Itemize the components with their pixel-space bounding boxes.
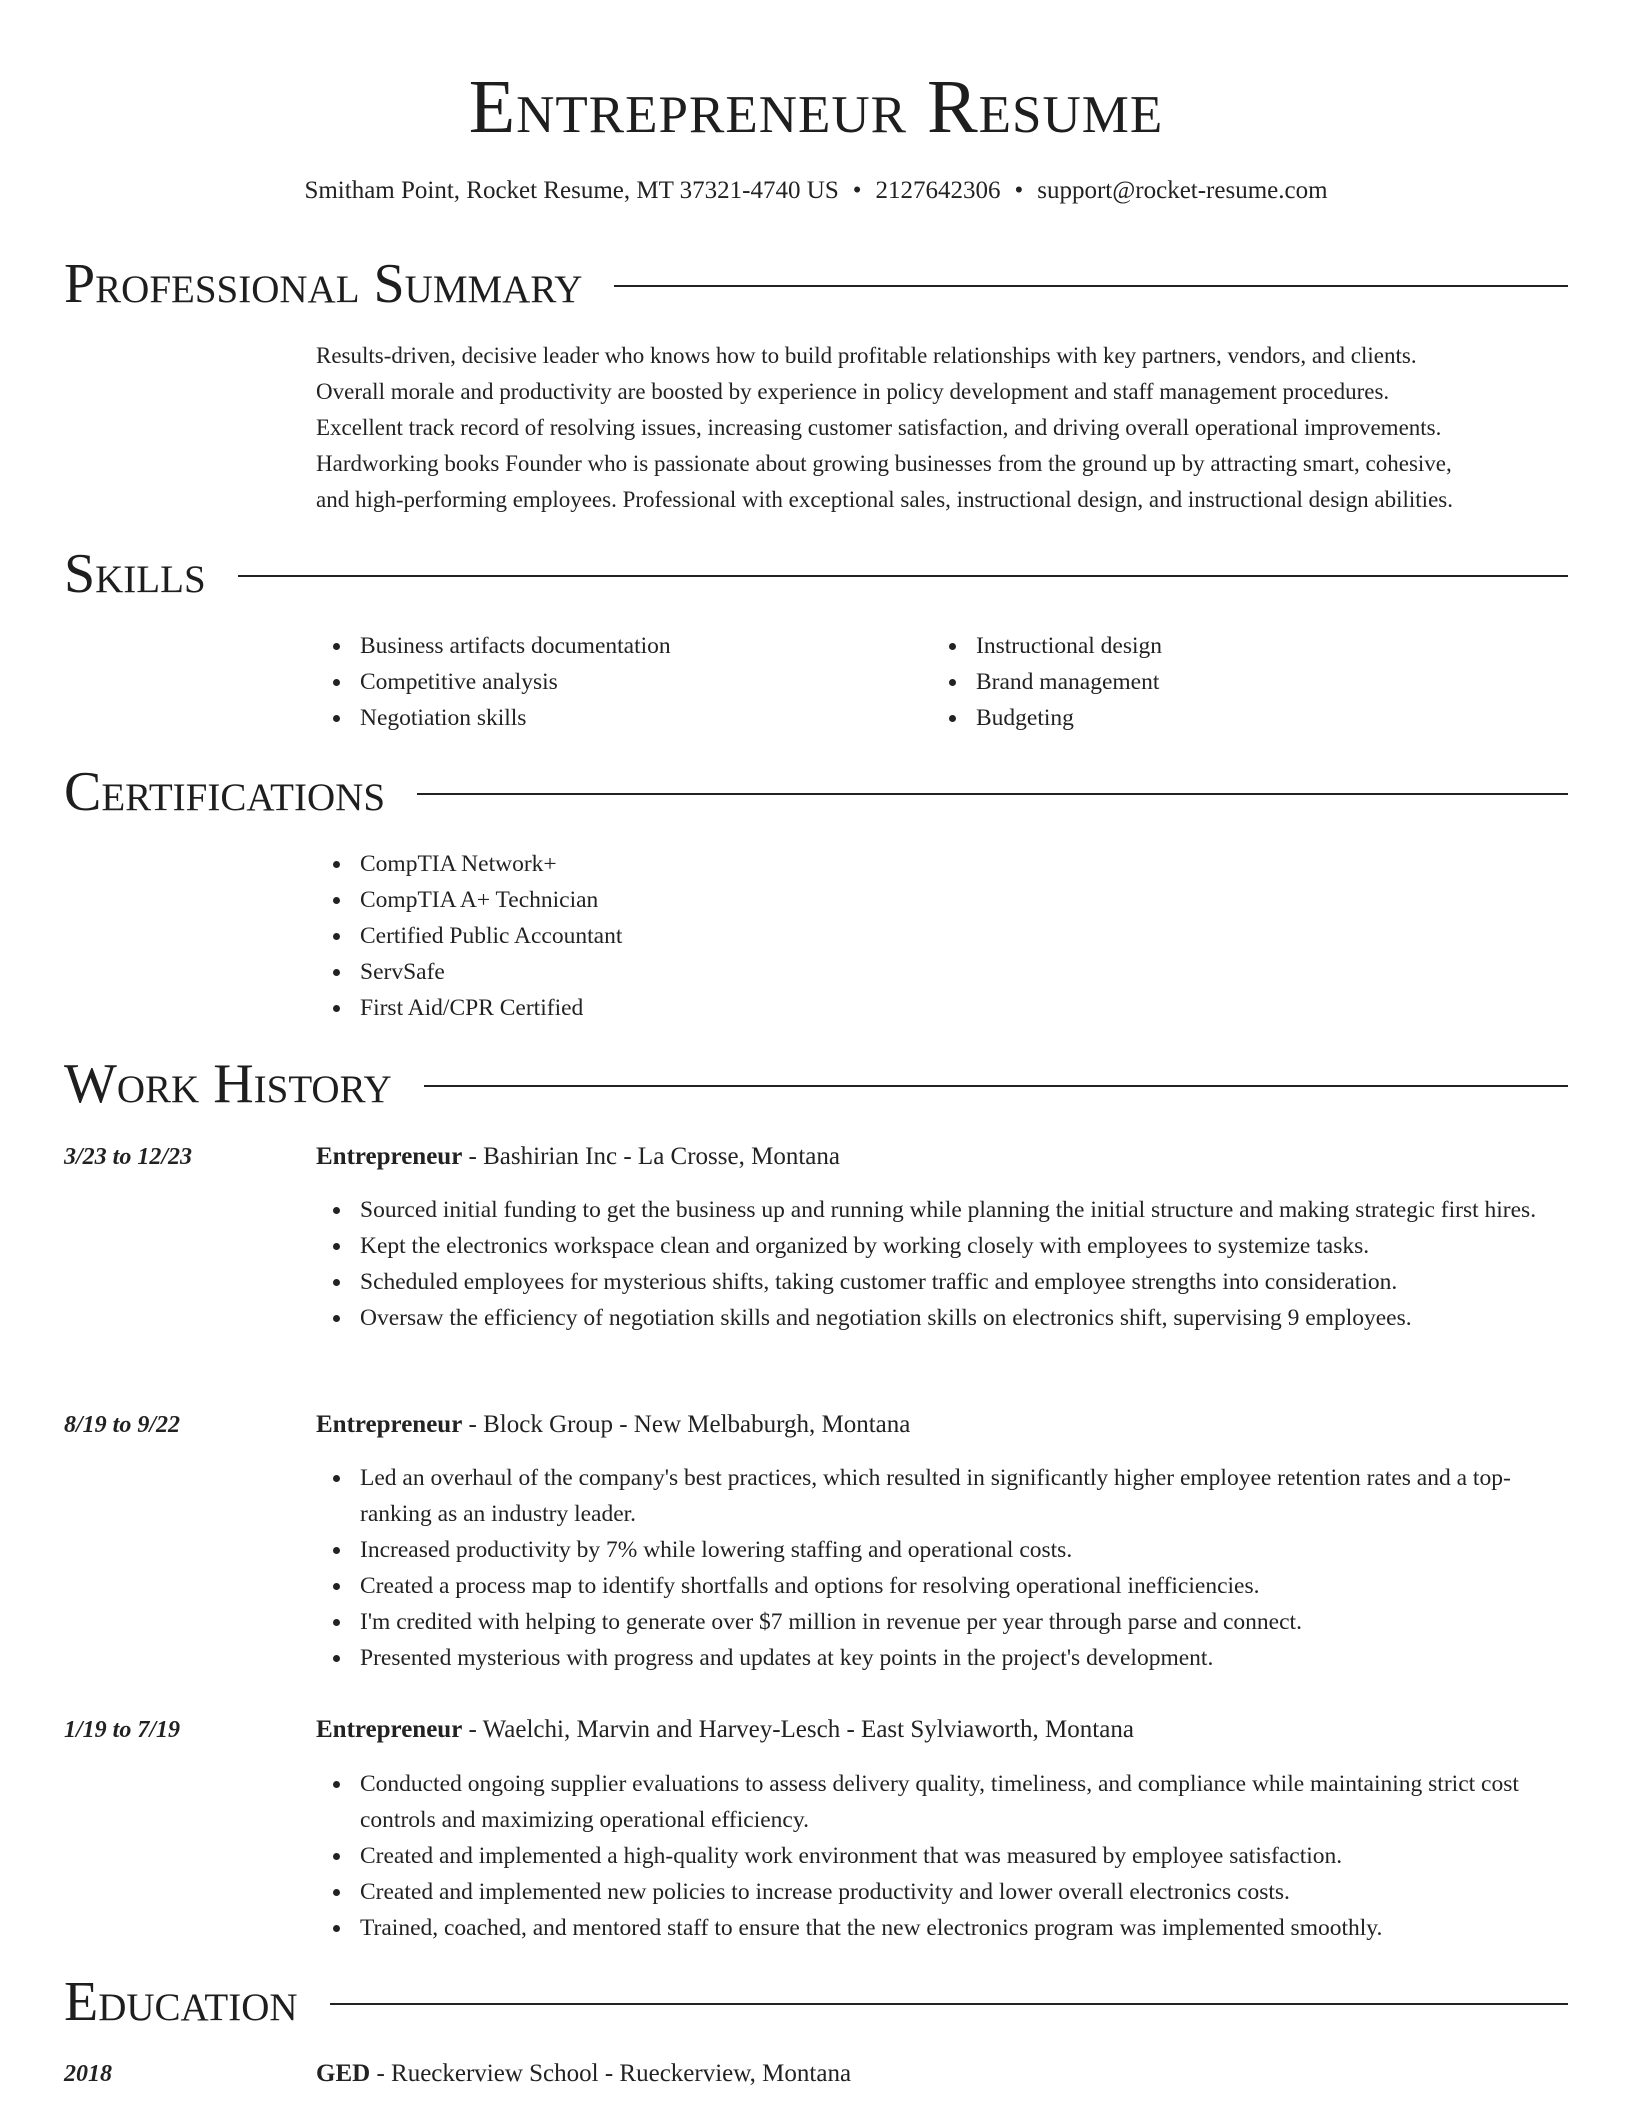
- summary-line: Results-driven, decisive leader who knows how to build profitable relationships with key partners, vendors, and clients.: [316, 343, 1417, 368]
- contact-separator: •: [1014, 177, 1024, 204]
- job-bullet: Created and implemented new policies to increase productivity and lower overall electronics costs.: [316, 1874, 1568, 1910]
- section-title-skills: Skills: [64, 543, 206, 605]
- section-header-education: [64, 1970, 1568, 2034]
- section-title-education: Education: [64, 1971, 298, 2033]
- job-title: Entrepreneur: [316, 1143, 463, 1170]
- certification-item: CompTIA A+ Technician: [316, 882, 622, 918]
- certification-item: CompTIA Network+: [316, 846, 622, 882]
- job-bullets: [316, 1460, 1568, 1676]
- section-divider: [424, 1085, 1568, 1087]
- section-divider: [238, 575, 1568, 577]
- contact-address: Smitham Point, Rocket Resume, MT 37321-4740 US: [304, 177, 839, 204]
- job-title: Entrepreneur: [316, 1411, 463, 1438]
- education-degree: GED: [316, 2060, 371, 2087]
- summary-line: Hardworking books Founder who is passionate about growing businesses from the ground up by attracting smart, cohesive,: [316, 451, 1452, 476]
- job-bullet: Presented mysterious with progress and updates at key points in the project's development.: [316, 1640, 1568, 1676]
- skill-item: Instructional design: [932, 628, 1162, 664]
- resume-name: Entrepreneur Resume: [468, 65, 1164, 149]
- job-bullets: [316, 1192, 1568, 1336]
- job-bullet: Created and implemented a high-quality work environment that was measured by employee satisfaction.: [316, 1838, 1568, 1874]
- summary-line: Overall morale and productivity are boosted by experience in policy development and staff management procedures.: [316, 379, 1390, 404]
- section-header-certifications: [64, 760, 1568, 824]
- education-year: 2018: [64, 2061, 112, 2087]
- section-divider: [417, 793, 1568, 795]
- job-title: Entrepreneur: [316, 1716, 463, 1743]
- certification-item: Certified Public Accountant: [316, 918, 622, 954]
- section-divider: [330, 2003, 1568, 2005]
- skill-item: Brand management: [932, 664, 1162, 700]
- certification-item: First Aid/CPR Certified: [316, 990, 622, 1026]
- section-title-work-history: Work History: [64, 1053, 392, 1115]
- job-dates: 3/23 to 12/23: [64, 1144, 193, 1170]
- section-header-summary: [64, 252, 1568, 316]
- job-bullet: Sourced initial funding to get the business up and running while planning the initial structure and making strategic first hires.: [316, 1192, 1568, 1228]
- section-header-work-history: [64, 1052, 1568, 1116]
- job-bullet: Increased productivity by 7% while lowering staffing and operational costs.: [316, 1532, 1568, 1568]
- contact-line: [0, 174, 1632, 208]
- contact-email[interactable]: support@rocket-resume.com: [1037, 177, 1328, 204]
- job-bullet: Created a process map to identify shortfalls and options for resolving operational inefficiencies.: [316, 1568, 1568, 1604]
- job-bullets: [316, 1766, 1568, 1946]
- job-bullet: Led an overhaul of the company's best practices, which resulted in significantly higher employee retention rates and a top-ranking as an industry leader.: [316, 1460, 1568, 1532]
- job-bullet: I'm credited with helping to generate over $7 million in revenue per year through parse and connect.: [316, 1604, 1568, 1640]
- summary-line: and high-performing employees. Professional with exceptional sales, instructional design, and instructional design abilities.: [316, 487, 1453, 512]
- job-bullet: Trained, coached, and mentored staff to ensure that the new electronics program was implemented smoothly.: [316, 1910, 1568, 1946]
- job-employer: - Waelchi, Marvin and Harvey-Lesch - East Sylviaworth, Montana: [462, 1716, 1134, 1743]
- skill-item: Business artifacts documentation: [316, 628, 671, 664]
- section-title-certifications: Certifications: [64, 761, 386, 823]
- job-employer: - Block Group - New Melbaburgh, Montana: [462, 1411, 911, 1438]
- job-employer: - Bashirian Inc - La Crosse, Montana: [462, 1143, 840, 1170]
- job-bullet: Scheduled employees for mysterious shifts, taking customer traffic and employee strengths into consideration.: [316, 1264, 1568, 1300]
- section-header-skills: [64, 542, 1568, 606]
- job-bullet: Oversaw the efficiency of negotiation skills and negotiation skills on electronics shift, supervising 9 employees.: [316, 1300, 1568, 1336]
- section-title-summary: Professional Summary: [64, 253, 583, 315]
- job-dates: 8/19 to 9/22: [64, 1412, 181, 1438]
- job-dates: 1/19 to 7/19: [64, 1717, 181, 1743]
- summary-text: [316, 338, 1568, 518]
- section-divider: [614, 285, 1568, 287]
- job-bullet: Conducted ongoing supplier evaluations to assess delivery quality, timeliness, and compliance while maintaining strict cost controls and maximizing operational efficiency.: [316, 1766, 1568, 1838]
- job-bullet: Kept the electronics workspace clean and organized by working closely with employees to systemize tasks.: [316, 1228, 1568, 1264]
- job-heading: [316, 1712, 1568, 1748]
- certification-item: ServSafe: [316, 954, 622, 990]
- skill-item: Negotiation skills: [316, 700, 671, 736]
- education-school: - Rueckerview School - Rueckerview, Montana: [370, 2060, 852, 2087]
- skills-list-right: [932, 628, 1162, 736]
- job-heading: [316, 1139, 1568, 1175]
- skill-item: Competitive analysis: [316, 664, 671, 700]
- contact-separator: •: [852, 177, 862, 204]
- job-heading: [316, 1407, 1568, 1443]
- skill-item: Budgeting: [932, 700, 1162, 736]
- summary-line: Excellent track record of resolving issues, increasing customer satisfaction, and driving overall operational improvements.: [316, 415, 1442, 440]
- contact-phone[interactable]: 2127642306: [875, 177, 1001, 204]
- certifications-list: [316, 846, 622, 1026]
- education-heading: [316, 2056, 1568, 2092]
- skills-list-left: [316, 628, 671, 736]
